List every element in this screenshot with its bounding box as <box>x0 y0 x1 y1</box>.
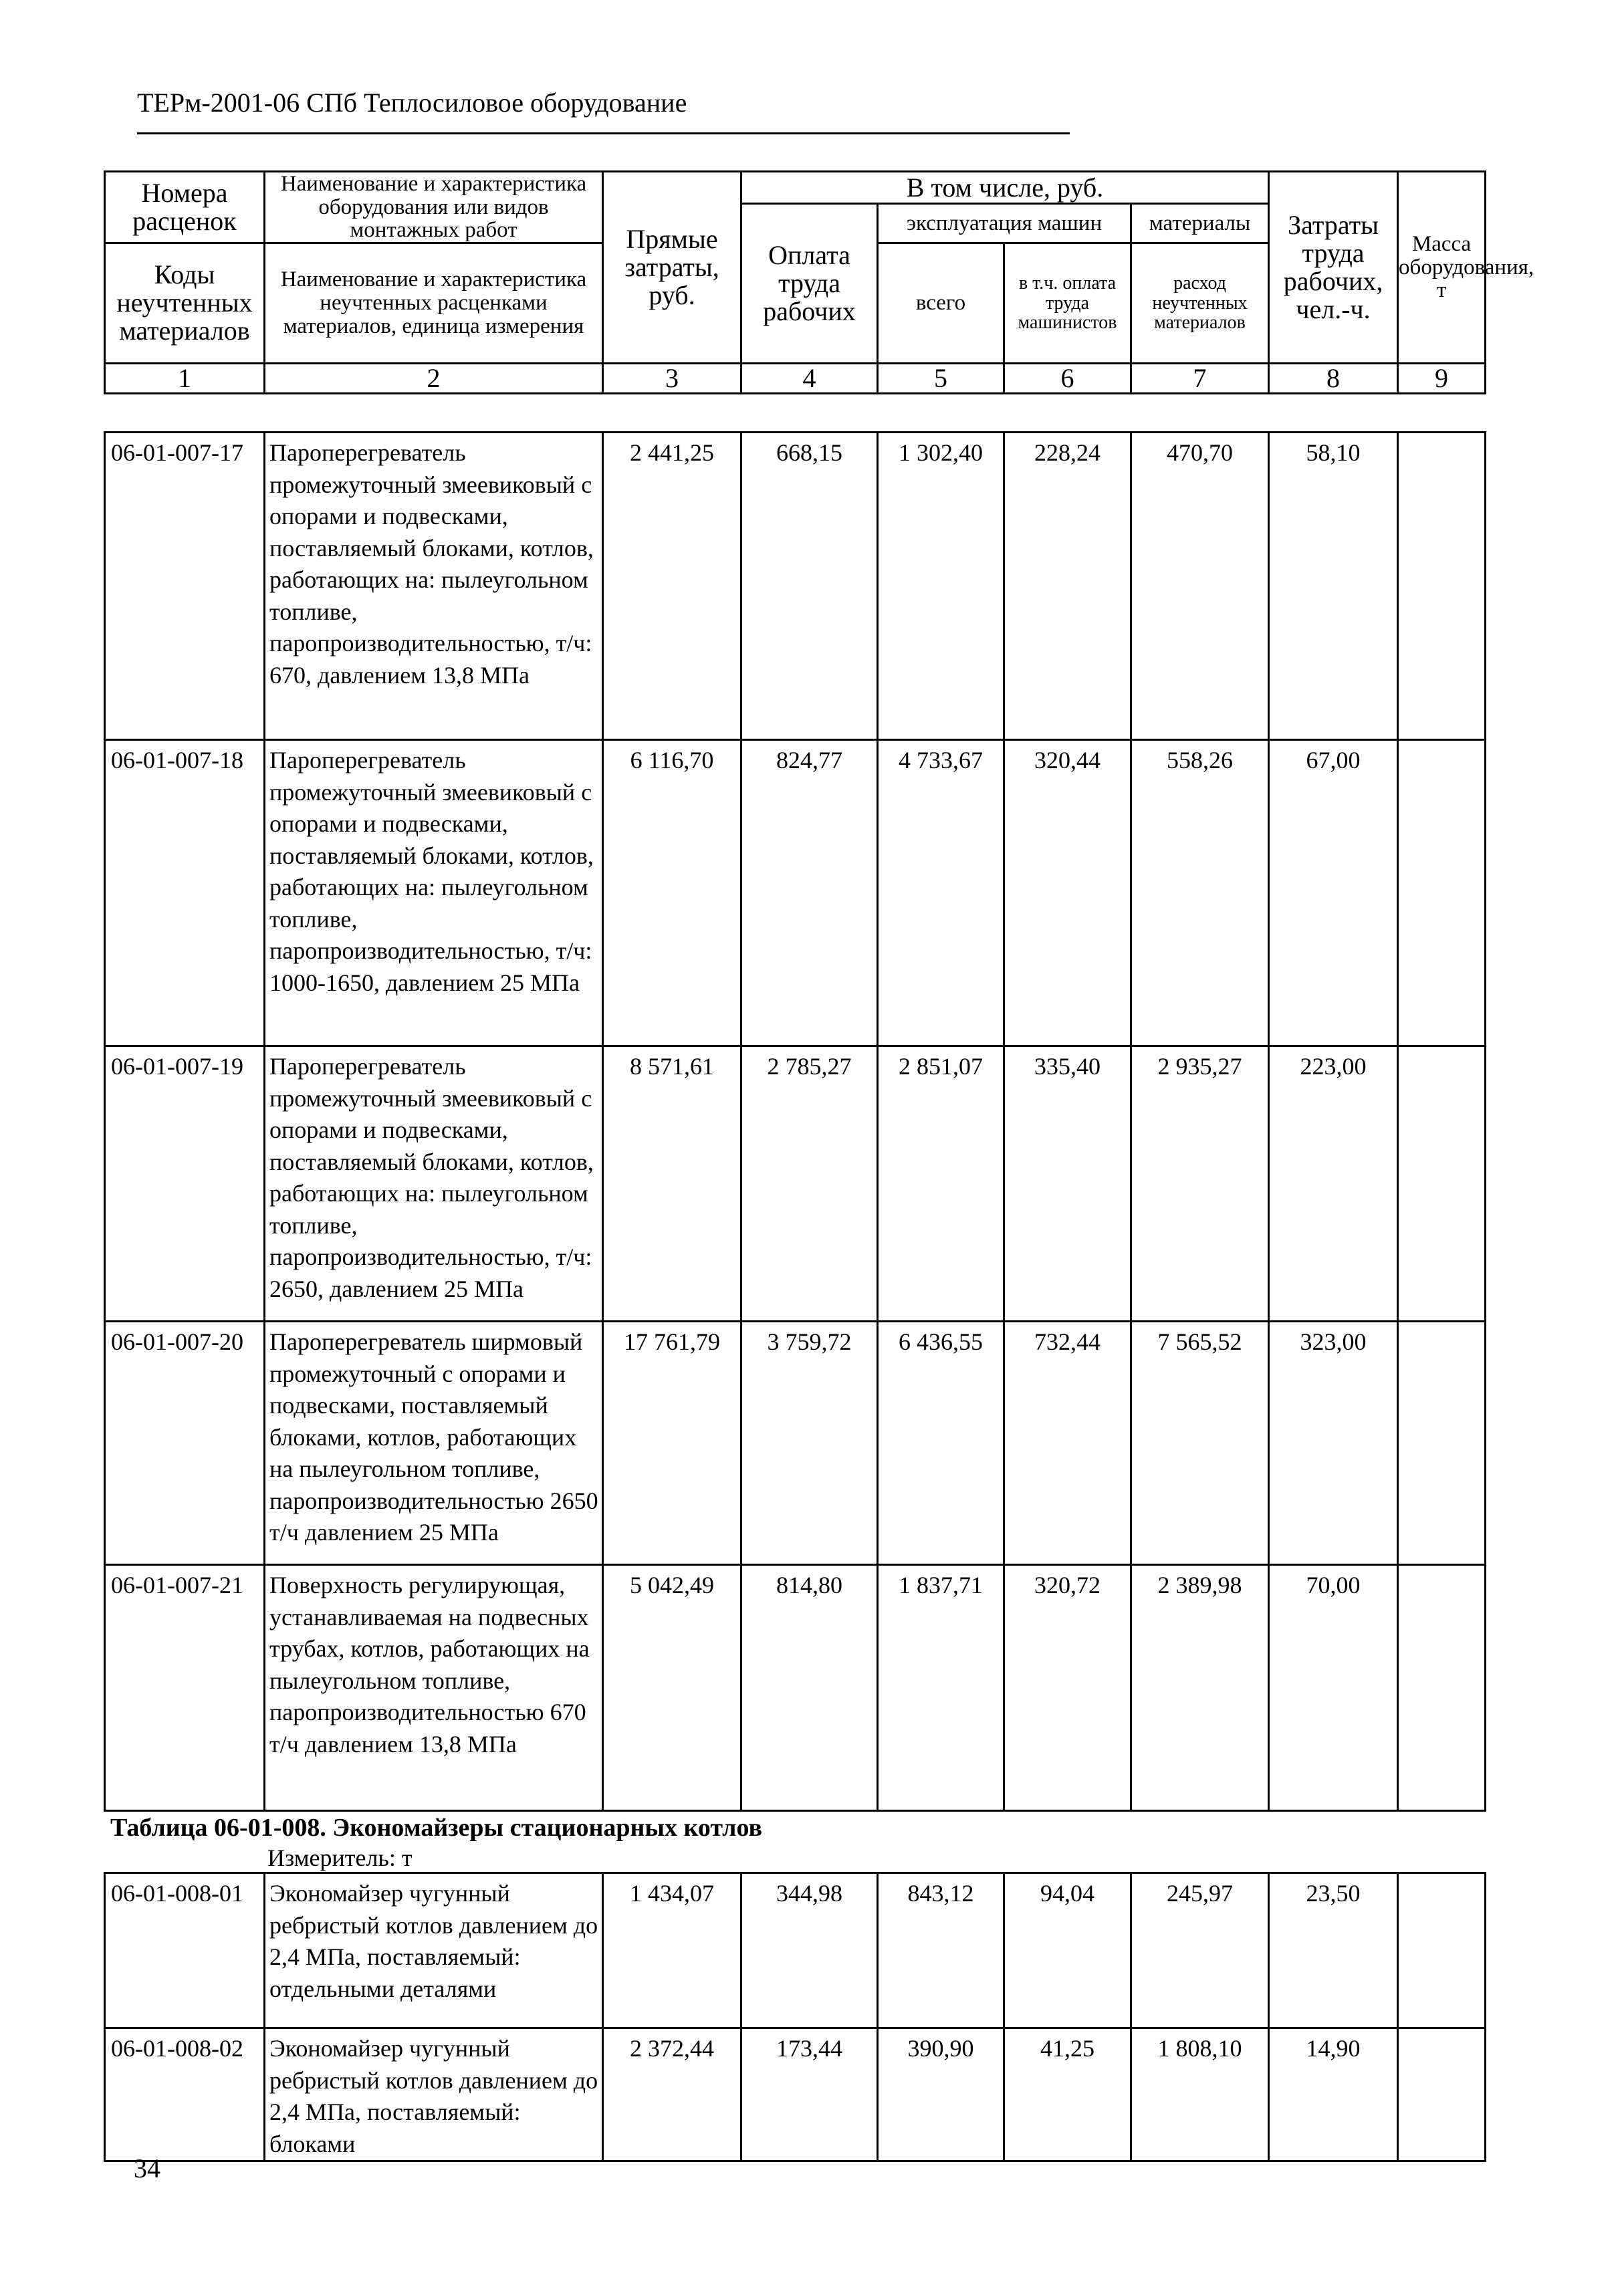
machine-total: 2 851,07 <box>878 1046 1004 1322</box>
machine-total: 1 837,71 <box>878 1565 1004 1811</box>
col5-header: всего <box>878 243 1004 363</box>
col2-bottom-header: Наименование и характеристика неучтенных расценками материалов, единица измерения <box>265 243 603 363</box>
labor-pay: 344,98 <box>741 1873 878 2028</box>
col4-header: Оплата труда рабочих <box>741 204 878 364</box>
direct-costs: 6 116,70 <box>603 740 741 1046</box>
labor-pay: 668,15 <box>741 433 878 740</box>
col2-top-header: Наименование и характеристика оборудования или видов монтажных работ <box>265 172 603 243</box>
machines-header: эксплуатация машин <box>878 204 1131 243</box>
rate-name: Пароперегреватель промежуточный змеевиковый с опорами и подвесками, поставляемый блоками, котлов, работающих на: пылеугольном топливе, паропроизводительностью, т/ч: 1000-1650, давлением 25 МПа <box>265 740 603 1046</box>
equipment-mass <box>1398 1322 1486 1565</box>
rates-table-008 <box>104 1872 1486 2162</box>
rate-name: Пароперегреватель промежуточный змеевиковый с опорами и подвесками, поставляемый блоками, котлов, работающих на: пылеугольном топливе, паропроизводительностью, т/ч: 2650, давлением 25 МПа <box>265 1046 603 1322</box>
col-number: 9 <box>1398 363 1486 393</box>
direct-costs: 8 571,61 <box>603 1046 741 1322</box>
materials: 558,26 <box>1131 740 1269 1046</box>
rate-name: Экономайзер чугунный ребристый котлов давлением до 2,4 МПа, поставляемый: отдельными деталями <box>265 1873 603 2028</box>
materials: 1 808,10 <box>1131 2028 1269 2161</box>
col-number: 2 <box>265 363 603 393</box>
table-row <box>105 1873 1486 2028</box>
materials: 470,70 <box>1131 433 1269 740</box>
rate-name: Пароперегреватель ширмовый промежуточный с опорами и подвесками, поставляемый блоками, котлов, работающих на пылеугольном топливе, паропроизводительностью 2650 т/ч давлением 25 МПа <box>265 1322 603 1565</box>
labor-pay: 824,77 <box>741 740 878 1046</box>
rate-code: 06-01-007-18 <box>105 740 265 1046</box>
materials: 2 935,27 <box>1131 1046 1269 1322</box>
equipment-mass <box>1398 740 1486 1046</box>
rate-name: Экономайзер чугунный ребристый котлов давлением до 2,4 МПа, поставляемый: блоками <box>265 2028 603 2161</box>
labor-pay: 173,44 <box>741 2028 878 2161</box>
labor-pay: 2 785,27 <box>741 1046 878 1322</box>
table-row <box>105 740 1486 1046</box>
table-row <box>105 1322 1486 1565</box>
table-row <box>105 2028 1486 2161</box>
col3-header: Прямые затраты, руб. <box>603 172 741 364</box>
machine-total: 390,90 <box>878 2028 1004 2161</box>
equipment-mass <box>1398 1046 1486 1322</box>
table-unit: Измеритель: т <box>267 1844 413 1871</box>
col7-header: расход неучтенных материалов <box>1131 243 1269 363</box>
col-number: 5 <box>878 363 1004 393</box>
equipment-mass <box>1398 1873 1486 2028</box>
labor-hours: 23,50 <box>1269 1873 1398 2028</box>
table-row <box>105 433 1486 740</box>
machine-labor: 94,04 <box>1004 1873 1131 2028</box>
header-rule <box>137 132 1070 134</box>
labor-hours: 70,00 <box>1269 1565 1398 1811</box>
machine-labor: 320,44 <box>1004 740 1131 1046</box>
labor-pay: 814,80 <box>741 1565 878 1811</box>
labor-hours: 58,10 <box>1269 433 1398 740</box>
page-number: 34 <box>134 2153 160 2183</box>
rate-code: 06-01-007-21 <box>105 1565 265 1811</box>
rate-name: Пароперегреватель промежуточный змеевиковый с опорами и подвесками, поставляемый блоками, котлов, работающих на: пылеугольном топливе, паропроизводительностью, т/ч: 670, давлением 13,8 МПа <box>265 433 603 740</box>
machine-labor: 41,25 <box>1004 2028 1131 2161</box>
direct-costs: 1 434,07 <box>603 1873 741 2028</box>
col-number: 3 <box>603 363 741 393</box>
table-caption: Таблица 06-01-008. Экономайзеры стационарных котлов <box>110 1814 763 1842</box>
col1-top-header: Номера расценок <box>105 172 265 243</box>
equipment-mass <box>1398 433 1486 740</box>
rate-name: Поверхность регулирующая, устанавливаемая на подвесных трубах, котлов, работающих на пылеугольном топливе, паропроизводительностью 670 т/ч давлением 13,8 МПа <box>265 1565 603 1811</box>
direct-costs: 2 372,44 <box>603 2028 741 2161</box>
machine-labor: 320,72 <box>1004 1565 1131 1811</box>
col-number: 4 <box>741 363 878 393</box>
col-number: 7 <box>1131 363 1269 393</box>
col-number: 8 <box>1269 363 1398 393</box>
materials: 2 389,98 <box>1131 1565 1269 1811</box>
materials-header: материалы <box>1131 204 1269 243</box>
labor-hours: 67,00 <box>1269 740 1398 1046</box>
column-header-table <box>104 170 1534 394</box>
rate-code: 06-01-007-19 <box>105 1046 265 1322</box>
equipment-mass <box>1398 2028 1486 2161</box>
machine-total: 4 733,67 <box>878 740 1004 1046</box>
equipment-mass <box>1398 1565 1486 1811</box>
rate-code: 06-01-008-01 <box>105 1873 265 2028</box>
col9-header: Масса оборудования, т <box>1398 172 1486 364</box>
col1-bottom-header: Коды неучтенных материалов <box>105 243 265 363</box>
table-row <box>105 1565 1486 1811</box>
rates-table-007 <box>104 431 1486 1812</box>
table-row <box>105 1046 1486 1322</box>
rate-code: 06-01-008-02 <box>105 2028 265 2161</box>
labor-hours: 223,00 <box>1269 1046 1398 1322</box>
labor-hours: 323,00 <box>1269 1322 1398 1565</box>
labor-hours: 14,90 <box>1269 2028 1398 2161</box>
machine-total: 6 436,55 <box>878 1322 1004 1565</box>
col6-header: в т.ч. оплата труда машинистов <box>1004 243 1131 363</box>
col-number: 1 <box>105 363 265 393</box>
direct-costs: 5 042,49 <box>603 1565 741 1811</box>
direct-costs: 2 441,25 <box>603 433 741 740</box>
group-header: В том числе, руб. <box>741 172 1269 204</box>
machine-labor: 732,44 <box>1004 1322 1131 1565</box>
rate-code: 06-01-007-17 <box>105 433 265 740</box>
materials: 245,97 <box>1131 1873 1269 2028</box>
rate-code: 06-01-007-20 <box>105 1322 265 1565</box>
machine-labor: 228,24 <box>1004 433 1131 740</box>
page-header-title: ТЕРм-2001-06 СПб Теплосиловое оборудование <box>137 88 687 118</box>
machine-labor: 335,40 <box>1004 1046 1131 1322</box>
col8-header: Затраты труда рабочих, чел.-ч. <box>1269 172 1398 364</box>
labor-pay: 3 759,72 <box>741 1322 878 1565</box>
materials: 7 565,52 <box>1131 1322 1269 1565</box>
direct-costs: 17 761,79 <box>603 1322 741 1565</box>
machine-total: 843,12 <box>878 1873 1004 2028</box>
machine-total: 1 302,40 <box>878 433 1004 740</box>
col-number: 6 <box>1004 363 1131 393</box>
